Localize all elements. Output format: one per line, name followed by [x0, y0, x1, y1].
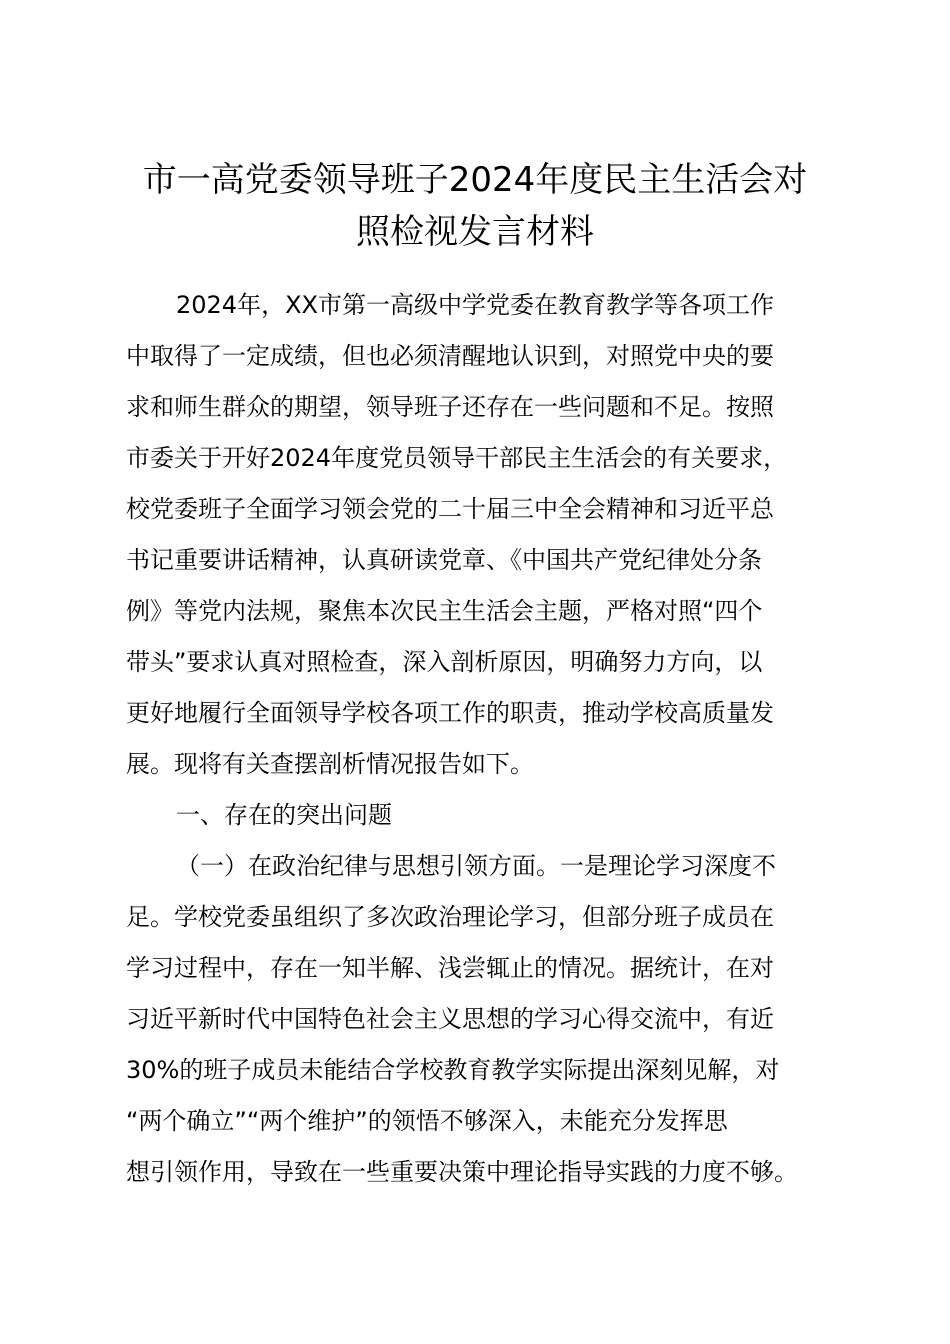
paragraph-line: 求和师生群众的期望，领导班子还存在一些问题和不足。按照 — [126, 393, 774, 421]
paragraph-line: 学习过程中，存在一知半解、浅尝辄止的情况。据统计，在对 — [126, 954, 774, 982]
document-body — [126, 280, 836, 1198]
title-line: 照检视发言材料 — [356, 212, 594, 252]
document-title — [100, 154, 850, 258]
paragraph-line: 更好地履行全面领导学校各项工作的职责，推动学校高质量发 — [126, 699, 774, 727]
section-heading: 一、存在的突出问题 — [176, 801, 392, 829]
paragraph-line: 足。学校党委虽组织了多次政治理论学习，但部分班子成员在 — [126, 903, 774, 931]
paragraph-line: 中取得了一定成绩，但也必须清醒地认识到，对照党中央的要 — [126, 342, 774, 370]
title-line: 市一高党委领导班子2024年度民主生活会对 — [142, 160, 808, 200]
paragraph-line: （一）在政治纪律与思想引领方面。一是理论学习深度不 — [176, 852, 776, 880]
paragraph-line: 展。现将有关查摆剖析情况报告如下。 — [126, 750, 534, 778]
paragraph-line: 书记重要讲话精神，认真研读党章、《中国共产党纪律处分条 — [126, 546, 762, 574]
paragraph-line: 想引领作用，导致在一些重要决策中理论指导实践的力度不够。 — [126, 1158, 798, 1186]
paragraph-line: 30%的班子成员未能结合学校教育教学实际提出深刻见解，对 — [126, 1056, 780, 1084]
paragraph-line: 市委关于开好2024年度党员领导干部民主生活会的有关要求， — [126, 444, 788, 472]
paragraph-line: 带头”要求认真对照检查，深入剖析原因，明确努力方向，以 — [126, 648, 763, 676]
paragraph-line: 2024年，XX市第一高级中学党委在教育教学等各项工作 — [176, 291, 774, 319]
paragraph-line: 习近平新时代中国特色社会主义思想的学习心得交流中，有近 — [126, 1005, 774, 1033]
paragraph-line: “两个确立”“两个维护”的领悟不够深入，未能充分发挥思 — [126, 1107, 728, 1135]
paragraph-line: 校党委班子全面学习领会党的二十届三中全会精神和习近平总 — [126, 495, 774, 523]
paragraph-line: 例》等党内法规，聚焦本次民主生活会主题，严格对照“四个 — [126, 597, 763, 625]
